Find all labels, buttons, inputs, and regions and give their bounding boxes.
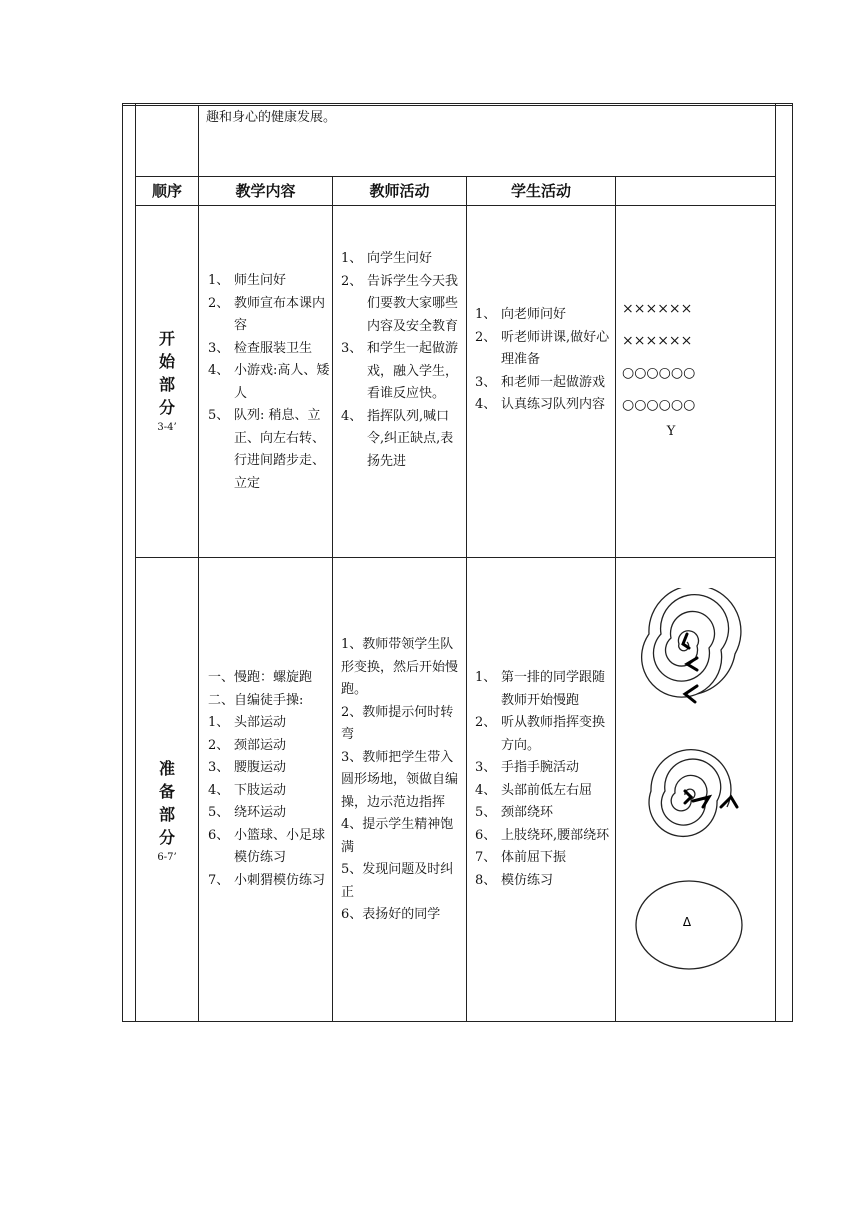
- spiral-path: [642, 588, 741, 697]
- list-item: 6、 上肢绕环,腰部绕环: [475, 827, 610, 843]
- arrow-icon: [693, 797, 709, 807]
- teacher-marker: Y: [666, 424, 676, 439]
- list-item: 1、教师带领学生队形变换，然后开始慢跑。: [341, 637, 459, 697]
- formation-row: ○○○○○○: [622, 397, 696, 413]
- list-item: 4、 指挥队列,喊口令,纠正缺点,表扬先进: [341, 408, 454, 469]
- list-item: 2、 颈部运动: [208, 737, 287, 753]
- row-divider: [135, 205, 776, 206]
- list-item: 2、 教师宣布本课内容: [208, 295, 326, 333]
- circle-field-diagram: [633, 878, 745, 972]
- section1-teacher: [341, 248, 465, 473]
- list-item: 3、 手指手腕活动: [475, 760, 580, 775]
- section-char: 开: [158, 329, 175, 348]
- header-student: 学生活动: [510, 182, 571, 200]
- list-item: 1、 第一排的同学跟随教师开始慢跑: [475, 670, 606, 708]
- section1-student: [475, 304, 613, 417]
- column-divider: [466, 176, 467, 1021]
- section-char: 备: [158, 782, 175, 801]
- spiral-reverse-diagram: [627, 745, 751, 845]
- list-item: 5、 颈部绕环: [475, 805, 554, 820]
- list-item: 8、 模仿练习: [475, 872, 554, 888]
- section-duration: 6-7’: [157, 852, 177, 863]
- section-char: 准: [158, 759, 175, 778]
- arrow-icon: [683, 634, 689, 648]
- section-char: 分: [158, 398, 175, 417]
- formation-row: ○○○○○○: [622, 365, 696, 381]
- list-item: 2、 告诉学生今天我们要教大家哪些内容及安全教育: [341, 273, 459, 334]
- section-label-warmup: [136, 757, 198, 867]
- arrow-icon: [687, 658, 697, 670]
- list-intro: 二、自编徒手操:: [208, 692, 304, 708]
- row-divider: [135, 176, 776, 177]
- list-item: 3、教师把学生带入圆形场地，领做自编操，边示范边指挥: [341, 749, 459, 810]
- arrow-icon: [685, 686, 697, 702]
- list-intro: 一、慢跑：螺旋跑: [208, 670, 313, 685]
- list-item: 2、教师提示何时转弯: [341, 704, 454, 742]
- section-char: 部: [158, 375, 175, 394]
- list-item: 5、 队列: 稍息、立正、向左右转、行进间踏步走、立定: [208, 408, 326, 491]
- section-char: 部: [158, 805, 175, 824]
- spiral-run-diagram: [627, 588, 751, 708]
- list-item: 2、 听老师讲课,做好心理准备: [475, 329, 610, 367]
- column-divider: [615, 176, 616, 1021]
- list-item: 3、 检查服装卫生: [208, 340, 313, 356]
- list-item: 1、 向学生问好: [341, 251, 433, 266]
- row-divider: [135, 557, 776, 558]
- teacher-position-marker: Δ: [682, 915, 692, 929]
- section-duration: 3-4’: [157, 422, 177, 433]
- table-inner-left-border: [135, 103, 136, 1021]
- list-item: 7、 体前屈下振: [475, 850, 567, 865]
- list-item: 1、 头部运动: [208, 715, 287, 730]
- section-label-opening: [136, 327, 198, 437]
- list-item: 3、 和老师一起做游戏: [475, 374, 606, 390]
- list-item: 4、 下肢运动: [208, 782, 287, 798]
- section2-teacher: [341, 634, 465, 927]
- formation-diagram: [622, 293, 720, 443]
- section-char: 分: [158, 828, 175, 847]
- table-inner-right-border: [775, 103, 776, 1021]
- list-item: 1、 师生问好: [208, 273, 287, 288]
- row-divider: [122, 105, 792, 106]
- section2-content: [208, 667, 330, 892]
- list-item: 6、 小篮球、小足球模仿练习: [208, 827, 326, 865]
- header-diagram: [616, 178, 775, 204]
- section-char: 始: [158, 352, 175, 371]
- header-teacher: 教师活动: [369, 182, 430, 200]
- list-item: 4、 小游戏:高人、矮人: [208, 363, 330, 401]
- formation-row: ××××××: [622, 333, 693, 349]
- header-order: 顺序: [151, 182, 182, 200]
- list-item: 6、表扬好的同学: [341, 907, 441, 922]
- section1-content: [208, 270, 330, 495]
- list-item: 5、 绕环运动: [208, 805, 287, 820]
- list-item: 3、 和学生一起做游戏，融入学生，看谁反应快。: [341, 341, 459, 401]
- list-item: 4、 认真练习队列内容: [475, 397, 606, 412]
- header-content: 教学内容: [235, 182, 296, 200]
- top-text: 趣和身心的健康发展。: [206, 110, 337, 125]
- list-item: 1、 向老师问好: [475, 307, 567, 322]
- list-item: 7、 小刺猬模仿练习: [208, 872, 326, 888]
- list-item: 4、提示学生精神饱满: [341, 817, 454, 855]
- formation-row: ××××××: [622, 301, 693, 317]
- spiral-path: [649, 750, 731, 837]
- section2-student: [475, 667, 613, 892]
- column-divider: [332, 176, 333, 1021]
- list-item: 4、 头部前低左右屈: [475, 782, 593, 798]
- list-item: 3、 腰腹运动: [208, 760, 287, 775]
- column-divider: [198, 105, 199, 1021]
- list-item: 5、发现问题及时纠正: [341, 862, 454, 900]
- list-item: 2、 听从教师指挥变换方向。: [475, 715, 606, 753]
- arrow-icon: [685, 791, 691, 803]
